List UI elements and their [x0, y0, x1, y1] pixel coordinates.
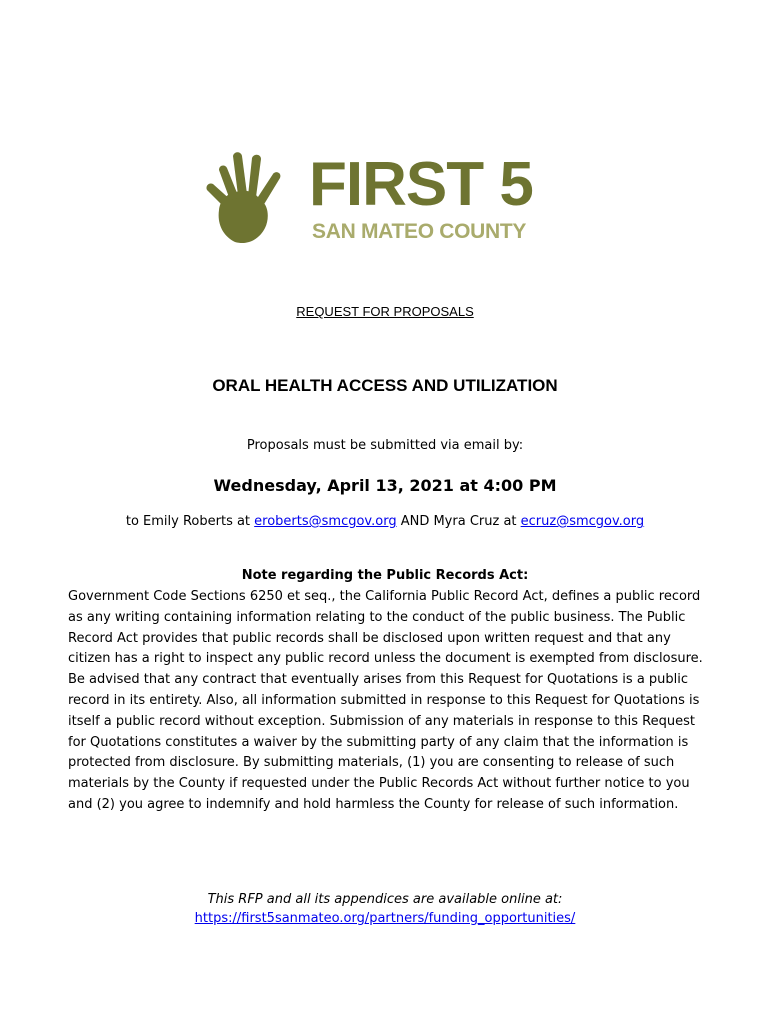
contacts-middle: AND Myra Cruz at [396, 514, 521, 529]
public-records-paragraph-2: Be advised that any contract that eventually arises from this Request for Quotations is a public record in its entirety. Also, all information submitted in response to this Request for Quotations is itself a public record without exception. Submission of any materials in response to this Request for Quotations constitutes a waiver by the submitting party of any claim that the information is protected from disclosure. By submitting materials, (1) you are consenting to release of such materials by the County if requested under the Public Records Act without further notice to you and (2) you agree to indemnify and hold harmless the County for release of such information. [68, 672, 700, 812]
contacts-prefix: to Emily Roberts at [125, 514, 255, 529]
public-records-paragraph-1: Government Code Sections 6250 et seq., the California Public Record Act, defines a public record as any writing containing information relating to the conduct of the public business. The Public Record Act provides that public records shall be disclosed upon written request and that any citizen has a right to inspect any public record unless the document is exempted from disclosure. [68, 589, 703, 667]
email-link-ecruz[interactable]: ecruz@smcgov.org [520, 514, 645, 529]
public-records-heading: Note regarding the Public Records Act: [241, 568, 529, 583]
contacts-line [0, 514, 770, 529]
online-availability-note: This RFP and all its appendices are available online at: [207, 892, 563, 907]
logo-subtitle: SAN MATEO COUNTY [312, 220, 527, 243]
funding-opportunities-url-wrap [0, 911, 770, 926]
hand-icon [205, 150, 305, 250]
document-title: ORAL HEALTH ACCESS AND UTILIZATION [212, 376, 558, 395]
rfp-label: REQUEST FOR PROPOSALS [296, 304, 474, 319]
submission-deadline: Wednesday, April 13, 2021 at 4:00 PM [213, 476, 557, 495]
funding-opportunities-link[interactable]: https://first5sanmateo.org/partners/funding_opportunities/ [194, 911, 576, 926]
logo-wordmark: FIRST 5 [309, 150, 533, 219]
first5-logo [205, 150, 565, 250]
email-link-eroberts[interactable]: eroberts@smcgov.org [254, 514, 397, 529]
submission-note: Proposals must be submitted via email by: [246, 438, 524, 453]
public-records-body [68, 587, 708, 816]
